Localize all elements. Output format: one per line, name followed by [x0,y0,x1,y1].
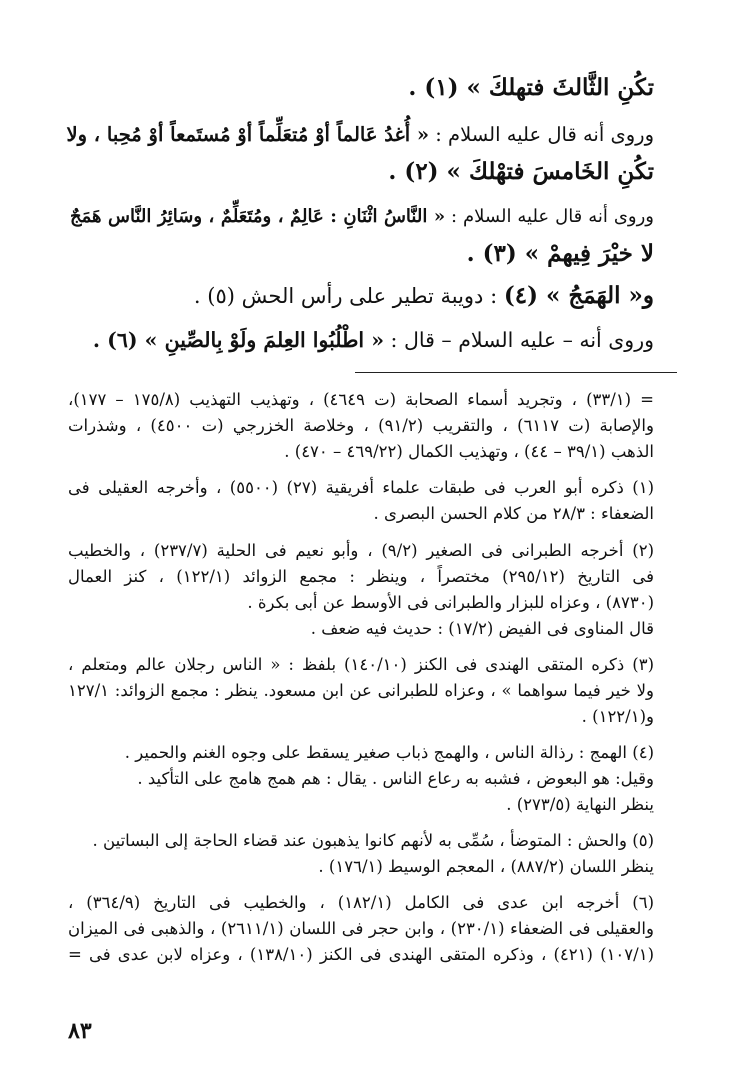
footnote-2-line-3: (٨٧٣٠) ، وعزاه للبزار والطبرانى فى الأوسط عن أبى بكرة . [247,593,654,612]
footnote-1-line-2: الضعفاء : ٢٨/٣ من كلام الحسن البصرى . [373,504,654,523]
footnote-4-line-3: ينظر النهاية (٢٧٣/٥) . [506,795,654,814]
main-line-6-def: : دويبة تطير على رأس الحش (٥) . [193,284,504,308]
main-line-7-quote: « اطْلُبُوا العِلمَ ولَوْ بِالصِّينِ » (٦) . [92,328,385,352]
footnote-6-line-1: (٦) أخرجه ابن عدى فى الكامل (١٨٢/١) ، والخطيب فى التاريخ (٣٦٤/٩) ، [68,893,654,912]
main-line-7 [93,330,654,351]
footnote-2-line-4: قال المناوى فى الفيض (١٧/٢) : حديث فيه ضعف . [310,619,654,638]
footnote-5-line-2: ينظر اللسان (٨٨٧/٢) ، المعجم الوسيط (١٧٦/١) . [318,857,654,876]
main-line-7-plain: وروى أنه – عليه السلام – قال : [384,328,654,352]
main-line-5: لا خيْرَ فِيهمْ » (٣) . [466,240,654,267]
footnote-6-line-2: والعقيلى فى الضعفاء (٢٣٠/١) ، وابن حجر فى اللسان (٢٦١١/١) ، والذهبى فى الميزان [68,919,654,938]
footnote-3-line-1: (٣) ذكره المتقى الهندى فى الكنز (١٤٠/١٠) بلفظ : « الناس رجلان عالم ومتعلم ، [68,655,654,674]
footnote-2-line-2: فى التاريخ (٢٩٥/١٢) مختصراً ، وينظر : مجمع الزوائد (١٢٢/١) ، كنز العمال [68,567,654,586]
footnote-2-line-1: (٢) أخرجه الطبرانى فى الصغير (٩/٢) ، وأبو نعيم فى الحلية (٢٣٧/٧) ، والخطيب [68,541,655,560]
footnote-4-line-2: وقيل: هو البعوض ، فشبه به رعاع الناس . يقال : هم همج هامج على التأكيد . [137,769,654,788]
footnote-4-line-1: (٤) الهمج : رذالة الناس ، والهمج ذباب صغير يسقط على وجوه الغنم والحمير . [124,743,654,762]
footnote-cont-1: = (٣٣/١) ، وتجريد أسماء الصحابة (ت ٤٦٤٩) ، وتهذيب التهذيب (١٧٥/٨ – ١٧٧)، [68,390,655,409]
main-line-6 [194,284,654,307]
main-line-6-term: و« الهَمَجُ » (٤) [503,282,654,309]
main-line-1: تكُنِ الثَّالثَ فتهلكَ » (١) . [408,74,654,101]
page-number: ٨٣ [68,1018,92,1044]
footnote-5-line-1: (٥) والحش : المتوضأ ، سُمِّى به لأنهم كانوا يذهبون عند قضاء الحاجة إلى البساتين . [92,831,654,850]
footnote-separator [355,372,677,373]
main-line-3: تكُنِ الخَامسَ فتهْلكَ » (٢) . [388,158,654,185]
main-line-4 [70,208,654,226]
footnote-cont-2: والإصابة (ت ٦١١٧) ، والتقريب (٩١/٢) ، وخلاصة الخزرجي (ت ٤٥٠٠) ، وشذرات [68,416,654,435]
footnote-3-line-3: و(١٢٢/١) . [581,707,654,726]
main-line-2 [66,123,654,146]
main-line-4-quote: « النَّاسُ اثْنَانِ : عَالِمٌ ، ومُتَعَلِّمٌ ، وسَائِرُ النَّاس هَمَجٌ [70,206,446,227]
footnote-6-line-3: (١٠٧/١) (٤٢١) ، وذكره المتقى الهندى فى الكنز (١٣٨/١٠) ، وعزاه لابن عدى فى = [68,945,655,964]
footnote-cont-3: الذهب (٣٩/١ – ٤٤) ، وتهذيب الكمال (٤٦٩/٢٢ – ٤٧٠) . [284,442,654,461]
footnote-3-line-2: ولا خير فيما سواهما » ، وعزاه للطبرانى عن ابن مسعود. ينظر : مجمع الزوائد: ١٢٧/١ [68,681,654,700]
main-line-4-plain: وروى أنه قال عليه السلام : [445,206,654,227]
footnote-1-line-1: (١) ذكره أبو العرب فى طبقات علماء أفريقية (٢٧) (٥٥٠٠) ، وأخرجه العقيلى فى [68,478,654,497]
main-line-2-plain: وروى أنه قال عليه السلام : [429,123,654,146]
main-line-2-quote: « أُغدُ عَالماً أوْ مُتعَلِّماً أوْ مُستَمعاً أوْ مُحِبا ، ولا [66,123,430,146]
